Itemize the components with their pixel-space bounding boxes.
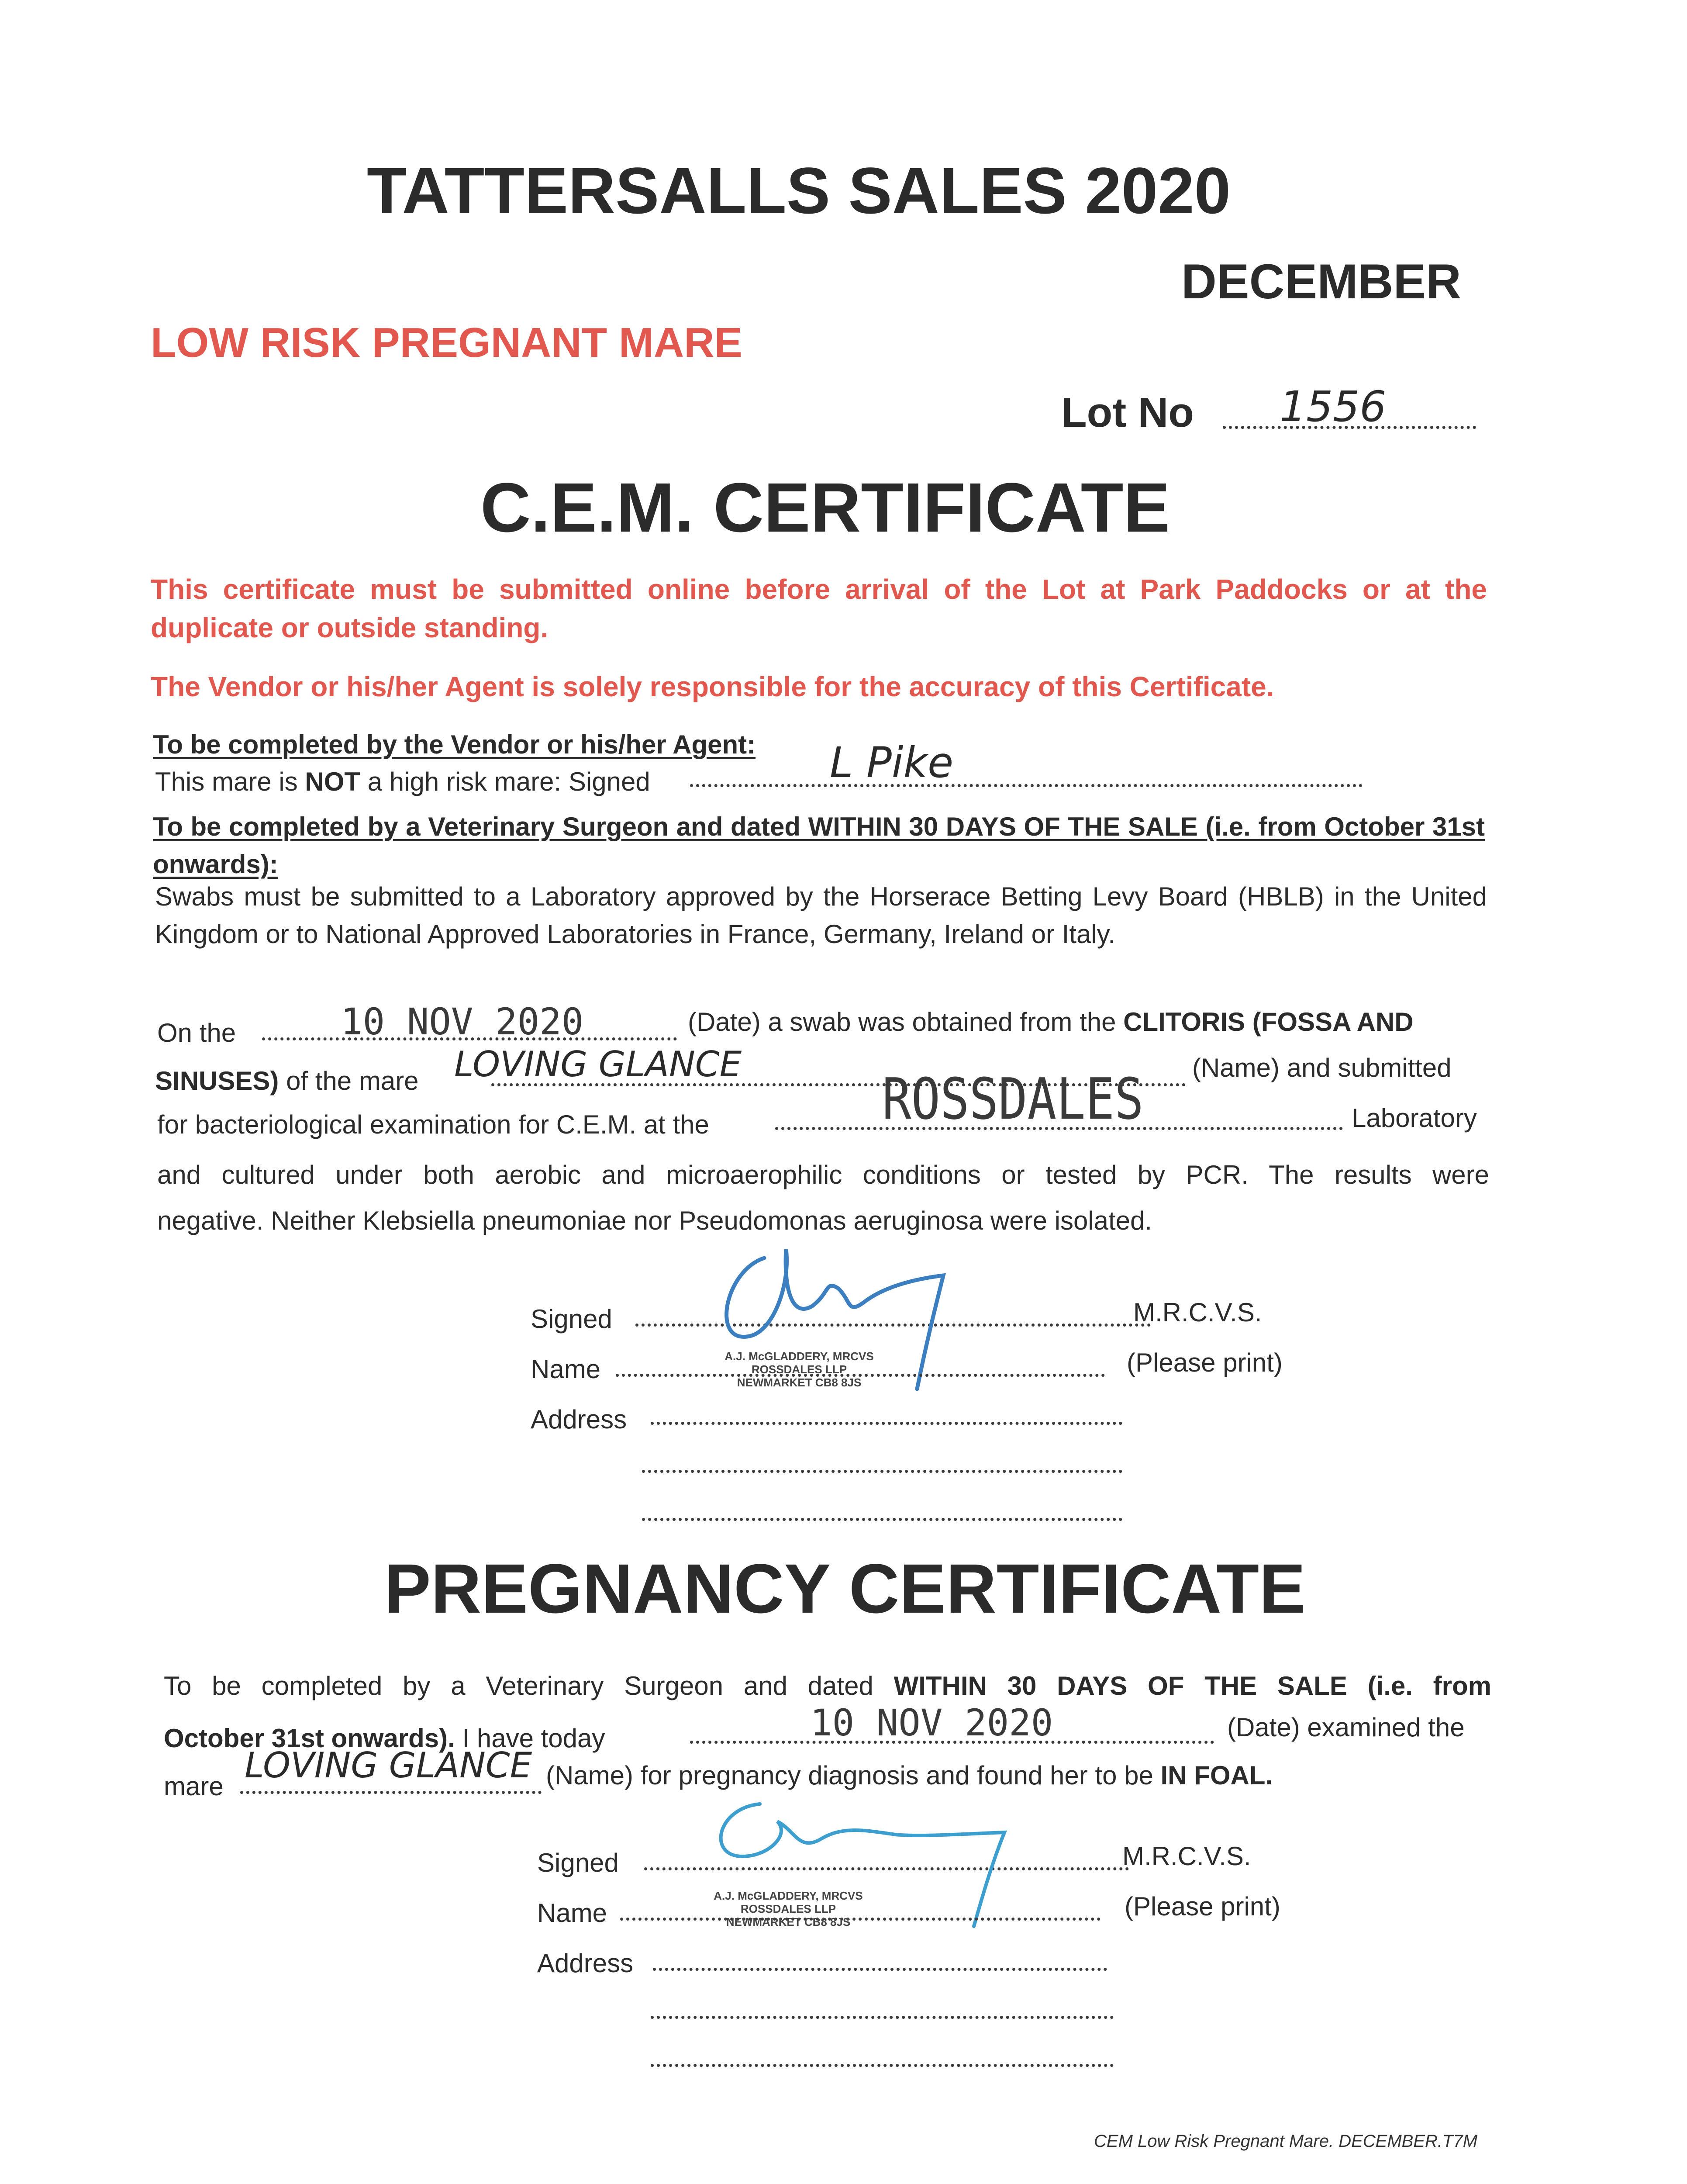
preg-stamp-line-3: NEWMARKET CB8 8JS xyxy=(726,1915,851,1928)
cem-stamp-line-2: ROSSDALES LLP xyxy=(751,1363,847,1376)
preg-stamp-line-1: A.J. McGLADDERY, MRCVS xyxy=(714,1889,863,1902)
preg-address-line-2 xyxy=(651,2016,1114,2019)
page-title: TATTERSALLS SALES 2020 xyxy=(367,154,1231,227)
preg-signed-label: Signed xyxy=(537,1848,619,1877)
preg-vet-stamp xyxy=(694,1889,882,1928)
exam-date-suffix: (Date) examined the xyxy=(1227,1713,1465,1742)
pregnancy-line-3: (Name) for pregnancy diagnosis and found her to be IN FOAL. xyxy=(546,1761,1273,1790)
mare-line: SINUSES) of the mare xyxy=(155,1066,419,1095)
cem-address-line-2 xyxy=(642,1470,1122,1473)
swab-date-suffix: (Date) a swab was obtained from the CLITORIS (FOSSA AND xyxy=(688,1007,1414,1037)
mare-name-handwritten: LOVING GLANCE xyxy=(454,1044,742,1085)
cem-certificate-title: C.E.M. CERTIFICATE xyxy=(480,468,1170,546)
cem-name-label: Name xyxy=(531,1355,601,1384)
laboratory-suffix: Laboratory xyxy=(1352,1103,1477,1133)
swab-date-stamp: 10 NOV 2020 xyxy=(341,1000,584,1043)
pregnancy-mare-name-handwritten: LOVING GLANCE xyxy=(245,1745,532,1786)
vet-heading: To be completed by a Veterinary Surgeon and dated WITHIN 30 DAYS OF THE SALE (i.e. from October 31st onwards): xyxy=(153,812,1485,879)
cem-mrcvs: M.R.C.V.S. xyxy=(1133,1298,1262,1327)
risk-category-heading: LOW RISK PREGNANT MARE xyxy=(151,319,742,366)
vendor-signature: L Pike xyxy=(830,738,954,787)
preg-stamp-line-2: ROSSDALES LLP xyxy=(740,1902,836,1915)
exam-date-stamp: 10 NOV 2020 xyxy=(810,1701,1053,1744)
swab-requirements: Swabs must be submitted to a Laboratory approved by the Horserace Betting Levy Board (HBLB) in the United Kingdom or to National Approved Laboratories in France, Germany, Ireland or Italy. xyxy=(155,882,1487,949)
on-the-label: On the xyxy=(157,1018,236,1047)
cem-address-label: Address xyxy=(531,1405,627,1434)
lot-number-handwritten: 1556 xyxy=(1280,382,1387,431)
preg-address-line-3 xyxy=(651,2064,1114,2067)
name-submitted-text: (Name) and submitted xyxy=(1192,1053,1452,1082)
responsibility-notice: The Vendor or his/her Agent is solely responsible for the accuracy of this Certificate. xyxy=(151,671,1274,702)
cem-vet-stamp xyxy=(703,1350,895,1389)
preg-address-label: Address xyxy=(537,1949,634,1978)
form-code: CEM Low Risk Pregnant Mare. DECEMBER.T7M xyxy=(1094,2132,1478,2151)
results-line-1: and cultured under both aerobic and microaerophilic conditions or tested by PCR. The results were xyxy=(157,1160,1489,1189)
preg-mrcvs: M.R.C.V.S. xyxy=(1122,1842,1251,1871)
cem-please-print: (Please print) xyxy=(1127,1348,1283,1377)
vendor-declaration: This mare is NOT a high risk mare: Signed xyxy=(155,767,650,796)
pregnancy-line-2: October 31st onwards). I have today xyxy=(164,1724,605,1753)
bacterio-text: for bacteriological examination for C.E.M. at the xyxy=(157,1110,709,1139)
cem-stamp-line-3: NEWMARKET CB8 8JS xyxy=(737,1376,862,1389)
preg-please-print: (Please print) xyxy=(1125,1892,1280,1921)
cem-signed-label: Signed xyxy=(531,1304,612,1334)
preg-name-label: Name xyxy=(537,1898,607,1928)
preg-address-line-1 xyxy=(653,1968,1107,1971)
laboratory-stamp: ROSSDALES xyxy=(882,1066,1144,1132)
pregnancy-mare-line xyxy=(240,1791,542,1794)
pregnancy-certificate-title: PREGNANCY CERTIFICATE xyxy=(384,1549,1306,1628)
lot-label: Lot No xyxy=(1061,389,1194,436)
cem-address-line-3 xyxy=(642,1518,1122,1521)
vendor-signature-line xyxy=(690,784,1363,787)
sale-month: DECEMBER xyxy=(1181,254,1461,309)
results-line-2: negative. Neither Klebsiella pneumoniae nor Pseudomonas aeruginosa were isolated. xyxy=(157,1206,1152,1235)
vendor-heading: To be completed by the Vendor or his/her Agent: xyxy=(153,730,756,759)
cem-stamp-line-1: A.J. McGLADDERY, MRCVS xyxy=(724,1350,874,1363)
cem-address-line-1 xyxy=(651,1422,1122,1425)
submission-notice: This certificate must be submitted online before arrival of the Lot at Park Paddocks or at the duplicate or outside standing. xyxy=(151,574,1487,643)
pregnancy-mare-label: mare xyxy=(164,1772,224,1801)
pregnancy-line-1: To be completed by a Veterinary Surgeon and dated WITHIN 30 DAYS OF THE SALE (i.e. from xyxy=(164,1671,1492,1700)
